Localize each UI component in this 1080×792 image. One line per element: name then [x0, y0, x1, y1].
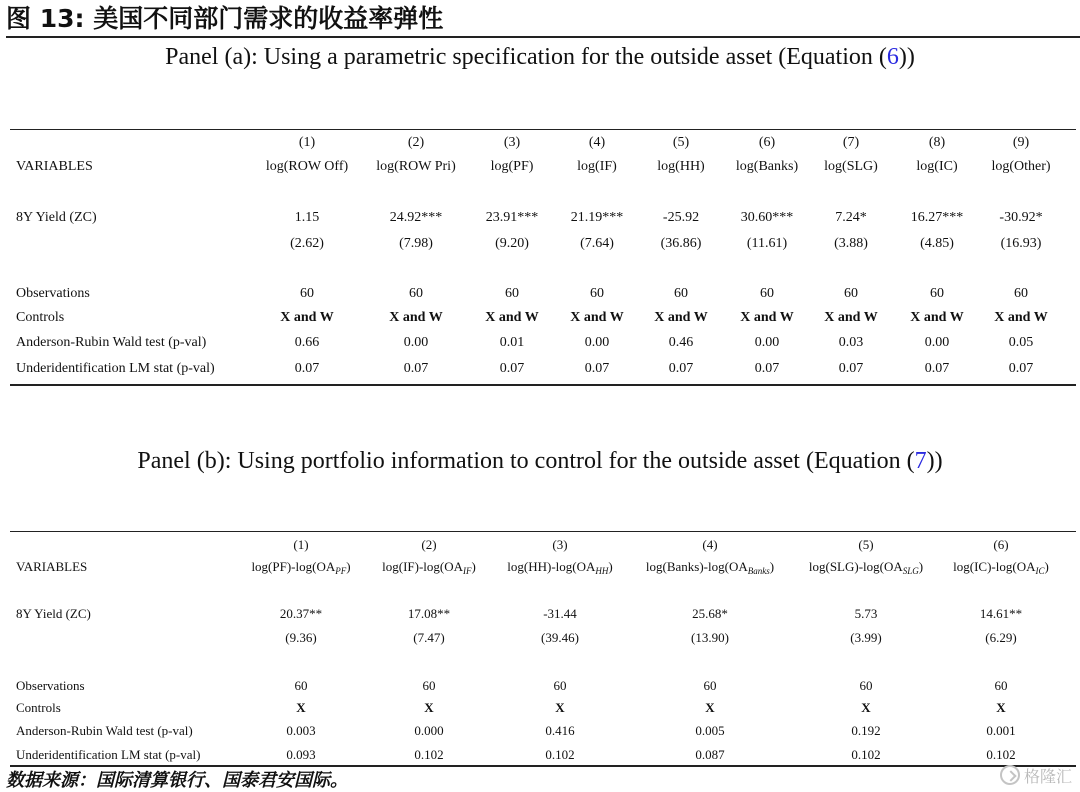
column-header-subscript: Banks	[747, 566, 770, 576]
column-header-main: log(IF)-log(OA	[382, 559, 464, 574]
column-header-subscript: IC	[1035, 566, 1045, 576]
stat-cell: 0.01	[499, 335, 525, 350]
panel_b-top-rule	[10, 531, 1076, 532]
column-header-main: log(IC)-log(OA	[953, 559, 1036, 574]
stat-label: Observations	[16, 678, 85, 693]
coefficient-cell: -31.44	[543, 606, 577, 621]
column-number: (1)	[298, 135, 316, 150]
std-error-cell: (13.90)	[691, 630, 729, 645]
column-header-subscript: IF	[463, 566, 472, 576]
panel-b-title	[0, 448, 1080, 475]
stat-label: Anderson-Rubin Wald test (p-val)	[16, 723, 193, 738]
coefficient-cell: 21.19***	[570, 210, 624, 225]
column-number: (1)	[293, 537, 309, 552]
column-number: (3)	[552, 537, 568, 552]
stat-cell: X and W	[824, 310, 878, 325]
stat-cell: 0.093	[286, 747, 316, 762]
stat-cell: 0.102	[414, 747, 444, 762]
stat-cell: 60	[294, 678, 308, 693]
stat-cell: 60	[703, 678, 717, 693]
std-error-cell: (11.61)	[746, 236, 788, 251]
stat-label: Controls	[16, 310, 65, 325]
column-header-subscript: PF	[335, 566, 347, 576]
column-header	[809, 558, 923, 580]
stat-cell: 0.087	[695, 747, 725, 762]
stat-cell: 0.000	[414, 723, 444, 738]
panel-b-title-text: Panel (b): Using portfolio information to control for the outside asset (Equation (	[137, 448, 915, 474]
column-number: (5)	[858, 537, 874, 552]
panel-a-equation-link[interactable]: 6	[886, 44, 899, 70]
column-header-close: )	[471, 559, 476, 574]
stat-cell: 60	[505, 286, 519, 301]
stat-cell: 0.102	[986, 747, 1016, 762]
column-number: (7)	[842, 135, 860, 150]
variables-label: VARIABLES	[16, 159, 93, 174]
stat-cell: 0.001	[986, 723, 1016, 738]
coefficient-cell: 7.24*	[835, 210, 867, 225]
column-header: log(HH)	[657, 159, 705, 174]
coefficient-cell: 30.60***	[740, 210, 794, 225]
watermark-text: 格隆汇	[1023, 766, 1072, 786]
stat-cell: X	[996, 700, 1006, 715]
yield-label: 8Y Yield (ZC)	[16, 210, 97, 225]
stat-label: Underidentification LM stat (p-val)	[16, 361, 215, 376]
column-header: log(PF)	[490, 159, 534, 174]
coefficient-cell: 16.27***	[910, 210, 964, 225]
stat-cell: 0.07	[838, 361, 864, 376]
stat-cell: 0.46	[668, 335, 694, 350]
stat-cell: X and W	[654, 310, 708, 325]
column-header-main: log(PF)-log(OA	[251, 559, 336, 574]
coefficient-cell: 23.91***	[485, 210, 539, 225]
stat-cell: X	[424, 700, 434, 715]
column-number: (6)	[758, 135, 776, 150]
figure-title: 图 13: 美国不同部门需求的收益率弹性	[6, 2, 1080, 38]
column-header: log(SLG)	[824, 159, 878, 174]
stat-label: Controls	[16, 700, 61, 715]
panel-a-title-text: Panel (a): Using a parametric specification for the outside asset (Equation (	[165, 44, 887, 70]
stat-label: Observations	[16, 286, 90, 301]
stat-cell: 60	[590, 286, 604, 301]
stat-cell: 0.00	[403, 335, 429, 350]
stat-cell: X	[296, 700, 306, 715]
stat-cell: 0.416	[545, 723, 575, 738]
std-error-cell: (16.93)	[1000, 236, 1042, 251]
column-header	[646, 558, 774, 580]
std-error-cell: (9.20)	[495, 236, 529, 251]
column-header	[382, 558, 476, 580]
coefficient-cell: -30.92*	[999, 210, 1043, 225]
stat-cell: 0.07	[754, 361, 780, 376]
column-header: log(ROW Off)	[265, 159, 349, 174]
column-header	[953, 558, 1049, 580]
panel-a-title-close: ))	[898, 44, 915, 70]
std-error-cell: (36.86)	[660, 236, 702, 251]
stat-cell: 0.07	[499, 361, 525, 376]
stat-cell: 60	[674, 286, 688, 301]
stat-cell: 0.102	[851, 747, 881, 762]
yield-label: 8Y Yield (ZC)	[16, 606, 91, 621]
column-header-main: log(Banks)-log(OA	[645, 559, 748, 574]
coefficient-cell: 14.61**	[979, 606, 1023, 621]
column-number: (2)	[421, 537, 437, 552]
stat-cell: 0.05	[1008, 335, 1034, 350]
stat-cell: X and W	[910, 310, 964, 325]
std-error-cell: (7.98)	[399, 236, 433, 251]
column-header	[507, 558, 612, 580]
stat-cell: 60	[930, 286, 944, 301]
stat-cell: 60	[422, 678, 436, 693]
column-number: (5)	[672, 135, 690, 150]
std-error-cell: (9.36)	[285, 630, 317, 645]
stat-cell: 60	[409, 286, 423, 301]
column-number: (2)	[407, 135, 425, 150]
stat-cell: 60	[760, 286, 774, 301]
stat-cell: 0.102	[545, 747, 575, 762]
panel-b-equation-link[interactable]: 7	[914, 448, 927, 474]
stat-cell: 0.00	[924, 335, 950, 350]
column-header-close: )	[346, 559, 351, 574]
column-number: (8)	[928, 135, 946, 150]
watermark	[1000, 763, 1072, 787]
stat-cell: 0.005	[695, 723, 725, 738]
coefficient-cell: 5.73	[854, 606, 878, 621]
std-error-cell: (39.46)	[541, 630, 579, 645]
stat-cell: 60	[994, 678, 1008, 693]
variables-label: VARIABLES	[16, 559, 88, 574]
column-header: log(ROW Pri)	[376, 159, 456, 174]
panel-b-title-close: ))	[926, 448, 943, 474]
std-error-cell: (3.88)	[834, 236, 868, 251]
stat-cell: 60	[844, 286, 858, 301]
stat-label: Underidentification LM stat (p-val)	[16, 747, 201, 762]
coefficient-cell: 17.08**	[407, 606, 451, 621]
column-header-close: )	[918, 559, 924, 574]
stat-cell: X and W	[389, 310, 443, 325]
stat-cell: X	[861, 700, 871, 715]
column-header-main: log(SLG)-log(OA	[808, 559, 903, 574]
panel_a-bottom-rule	[10, 384, 1076, 386]
column-header-subscript: SLG	[902, 566, 919, 576]
panel-a-title	[0, 44, 1080, 71]
column-header: log(Other)	[991, 159, 1051, 174]
column-number: (4)	[702, 537, 718, 552]
column-header: log(IC)	[916, 159, 958, 174]
source-note: 数据来源：国际清算银行、国泰君安国际。	[6, 770, 348, 791]
column-header	[251, 558, 350, 580]
stat-cell: 0.03	[838, 335, 864, 350]
panel_a-top-rule	[10, 129, 1076, 130]
stat-cell: 0.66	[294, 335, 320, 350]
std-error-cell: (7.64)	[580, 236, 614, 251]
coefficient-cell: 20.37**	[279, 606, 323, 621]
stat-cell: 60	[1014, 286, 1028, 301]
coefficient-cell: 1.15	[294, 210, 320, 225]
watermark-logo-icon	[1000, 765, 1020, 785]
stat-cell: 0.003	[286, 723, 316, 738]
column-number: (3)	[503, 135, 521, 150]
column-number: (6)	[993, 537, 1009, 552]
column-header: log(IF)	[577, 159, 617, 174]
stat-cell: 60	[859, 678, 873, 693]
stat-cell: 0.00	[754, 335, 780, 350]
coefficient-cell: 25.68*	[692, 606, 728, 621]
stat-cell: 0.07	[1008, 361, 1034, 376]
stat-cell: X	[555, 700, 565, 715]
stat-label: Anderson-Rubin Wald test (p-val)	[16, 335, 207, 350]
column-header-subscript: HH	[595, 566, 609, 576]
stat-cell: 0.07	[924, 361, 950, 376]
stat-cell: 0.192	[851, 723, 881, 738]
column-header-close: )	[769, 559, 775, 574]
column-header-main: log(HH)-log(OA	[507, 559, 596, 574]
stat-cell: 0.07	[584, 361, 610, 376]
std-error-cell: (3.99)	[850, 630, 882, 645]
std-error-cell: (4.85)	[920, 236, 954, 251]
column-number: (4)	[588, 135, 606, 150]
stat-cell: X and W	[570, 310, 624, 325]
column-header: log(Banks)	[735, 159, 799, 174]
stat-cell: 60	[553, 678, 567, 693]
column-header-close: )	[1044, 559, 1049, 574]
stat-cell: X and W	[280, 310, 334, 325]
stat-cell: 0.07	[403, 361, 429, 376]
stat-cell: X and W	[485, 310, 539, 325]
std-error-cell: (2.62)	[290, 236, 324, 251]
stat-cell: 0.00	[584, 335, 610, 350]
coefficient-cell: -25.92	[662, 210, 700, 225]
column-number: (9)	[1012, 135, 1030, 150]
stat-cell: X and W	[740, 310, 794, 325]
stat-cell: 0.07	[294, 361, 320, 376]
std-error-cell: (6.29)	[985, 630, 1017, 645]
stat-cell: 60	[300, 286, 314, 301]
std-error-cell: (7.47)	[413, 630, 445, 645]
coefficient-cell: 24.92***	[389, 210, 443, 225]
column-header-close: )	[608, 559, 613, 574]
stat-cell: X	[705, 700, 715, 715]
stat-cell: 0.07	[668, 361, 694, 376]
stat-cell: X and W	[994, 310, 1048, 325]
